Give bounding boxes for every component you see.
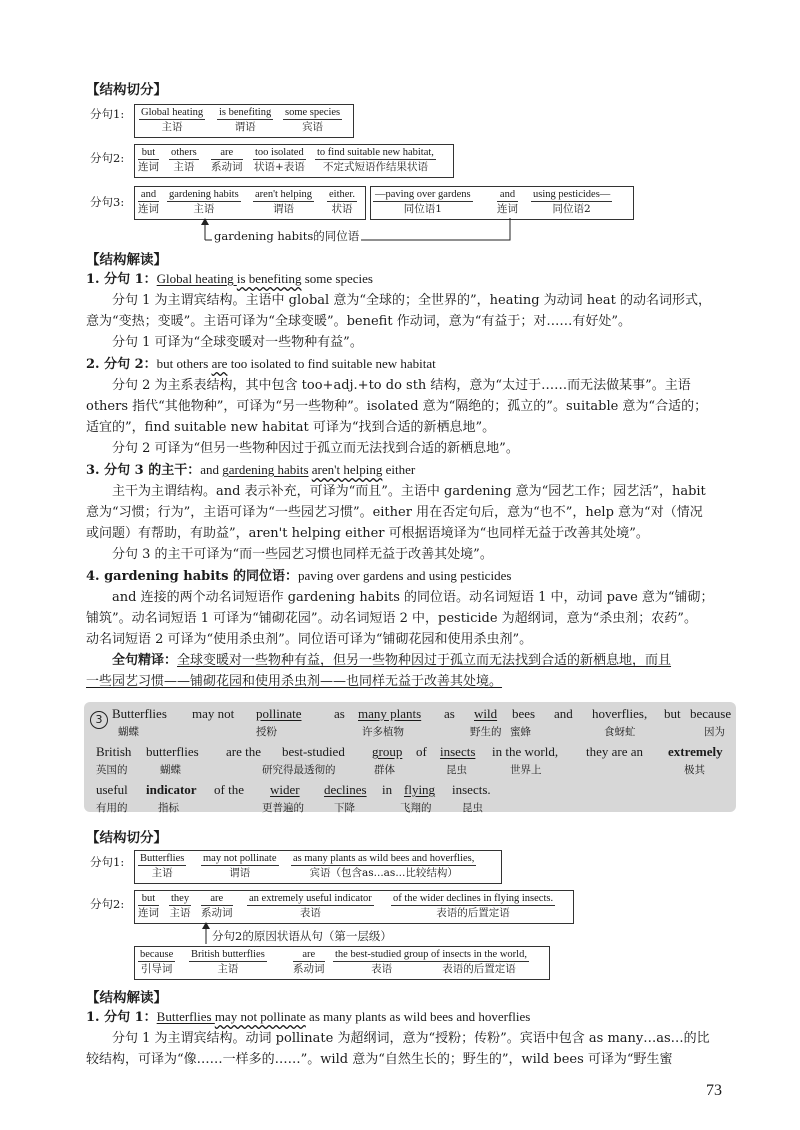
clause-1-label: 分句1: bbox=[90, 855, 125, 869]
word: insects. bbox=[452, 782, 491, 797]
gloss: 食蚜虻 bbox=[604, 726, 636, 738]
point-4-title: 4. gardening habits 的同位语：paving over gardens and using pesticides bbox=[86, 568, 512, 584]
word: of the bbox=[214, 782, 244, 797]
word: best-studied bbox=[282, 744, 345, 759]
word: because bbox=[690, 706, 732, 721]
word: in bbox=[382, 782, 393, 797]
word: hoverflies, bbox=[592, 706, 648, 721]
segment: as many plants as wild bees and hoverflies, 宾语（包含as...as...比较结构） bbox=[293, 853, 475, 879]
word: wild bbox=[474, 706, 498, 721]
clause-3-box bbox=[134, 186, 366, 220]
gloss: 因为 bbox=[704, 726, 725, 738]
point-2-title: 2. 分句 2：but others are too isolated to find suitable new habitat bbox=[86, 356, 436, 372]
gloss: 群体 bbox=[374, 764, 395, 776]
clause-2-label: 分句2: bbox=[90, 897, 125, 911]
word: extremely bbox=[668, 744, 723, 759]
word: they are an bbox=[586, 744, 644, 759]
segment: they 主语 bbox=[169, 893, 191, 919]
word: bees bbox=[512, 706, 536, 721]
gloss: 世界上 bbox=[510, 764, 542, 776]
gloss: 蜜蜂 bbox=[510, 726, 531, 738]
structure-analysis-heading-2: 【结构解读】 bbox=[86, 990, 167, 1006]
gloss: 野生的 bbox=[470, 726, 502, 738]
clause-1-box bbox=[134, 104, 354, 138]
segment: gardening habits 主语 bbox=[169, 189, 239, 215]
segment: the best-studied group 表语 bbox=[335, 949, 429, 975]
clause-3-box bbox=[134, 946, 550, 980]
gloss: 许多植物 bbox=[362, 726, 404, 738]
segment: but 连词 bbox=[138, 147, 159, 173]
segment: too isolated 状语+表语 bbox=[253, 147, 305, 173]
segment: Global heating 主语 bbox=[141, 107, 204, 133]
gloss: 昆虫 bbox=[446, 764, 467, 776]
gloss: 指标 bbox=[158, 802, 179, 814]
appositive-box bbox=[370, 186, 634, 220]
word: insects bbox=[440, 744, 476, 759]
segment: are 系动词 bbox=[211, 147, 243, 173]
segment: aren't helping 谓语 bbox=[255, 189, 312, 215]
arrow-note: 分句2的原因状语从句（第一层级） bbox=[212, 929, 392, 943]
segment: because 引导词 bbox=[140, 949, 174, 975]
gloss: 飞翔的 bbox=[400, 802, 432, 814]
segment: may not pollinate 谓语 bbox=[203, 853, 277, 879]
point-3-title: 3. 分句 3 的主干：and gardening habits aren't helping either bbox=[86, 462, 416, 478]
segment: are 系动词 bbox=[293, 949, 325, 975]
segment: of the wider declines in flying insects. 表语的后置定语 bbox=[393, 893, 554, 919]
gloss: 更普遍的 bbox=[262, 802, 304, 814]
word: Butterflies bbox=[112, 706, 167, 721]
word: may not bbox=[192, 706, 235, 721]
word: many plants bbox=[358, 706, 422, 721]
sentence-number-badge: 3 bbox=[90, 708, 108, 729]
word: as bbox=[444, 706, 455, 721]
word: British bbox=[96, 744, 132, 759]
gloss: 英国的 bbox=[96, 764, 128, 776]
word: useful bbox=[96, 782, 128, 797]
segment: some species 宾语 bbox=[285, 107, 341, 133]
segment: to find suitable new habitat, 不定式短语作结果状语 bbox=[317, 147, 434, 173]
full-translation-cont: 一些园艺习惯——铺砌花园和使用杀虫剂——也同样无益于改善其处境。 bbox=[86, 674, 503, 689]
gloss: 授粉 bbox=[256, 726, 277, 738]
point-1-title: 1. 分句 1：Butterflies may not pollinate as many plants as wild bees and hoverflies bbox=[86, 1009, 531, 1025]
segment: of insects in the world, 表语的后置定语 bbox=[431, 949, 527, 975]
page-number: 73 bbox=[706, 1082, 722, 1099]
segment: and 连词 bbox=[138, 189, 159, 215]
gloss: 下降 bbox=[334, 802, 355, 814]
word: pollinate bbox=[256, 706, 302, 721]
word: in the world, bbox=[492, 744, 559, 759]
gloss: 研究得最透彻的 bbox=[262, 764, 336, 776]
structure-split-heading: 【结构切分】 bbox=[86, 82, 167, 98]
segment: others 主语 bbox=[171, 147, 197, 173]
word: are the bbox=[226, 744, 262, 759]
clause-3-label: 分句3: bbox=[90, 195, 125, 209]
gloss: 蝴蝶 bbox=[118, 726, 139, 738]
segment: using pesticides— 同位语2 bbox=[533, 189, 611, 215]
gloss: 昆虫 bbox=[462, 802, 483, 814]
gloss: 蝴蝶 bbox=[160, 764, 181, 776]
word: of bbox=[416, 744, 427, 759]
structure-split-heading-2: 【结构切分】 bbox=[86, 830, 167, 846]
word: indicator bbox=[146, 782, 197, 797]
segment: British butterflies 主语 bbox=[191, 949, 265, 975]
word: butterflies bbox=[146, 744, 199, 759]
segment: is benefiting 谓语 bbox=[219, 107, 272, 133]
analysis-body: 1. 分句 1：Global heating is benefiting some species 分句 1 为主谓宾结构。主语中 global 意为“全球的；全世界的”，heating 为动词 heat 的动名词形式， 意为“变热；变暖”。主语可译为“全球变暖”。benefit 作动词，意为“有益于；对……有好处”。 分句 1 可译为“全球变暖对一些物种有益”。 2. 分句 2：but others are too isolated to find suitable new habitat 分句 2 为主系表结构，其中包含 too+adj.+to do sth 结构，意为“太过于……而无法做某事”。主语 others 指代“其他物种”，可译为“另一些物种”。isolated 意为“隔绝的；孤立的”。suitable 意为“合适的； 适宜的”，find suitable new habitat 可译为“找到合适的新栖息地”。 分句 2 可译为“但另一些物种因过于孤立而无法找到合适的新栖息地”。 3. 分句 3 的主干：and gardening habits aren't helping either 主干为主谓结构。and 表示补充，可译为“而且”。主语中 gardening 意为“园艺工作；园艺活”，habit 意为“习惯；行为”，主语可译为“一些园艺习惯”。either 用在否定句后，意为“也不”，help 意为“对（情况 或问题）有帮助，有助益”，aren't helping either 可根据语境译为“也同样无益于改善其处境”。 分句 3 的主干可译为“而一些园艺习惯也同样无益于改善其处境”。 4. gardening habits 的同位语：paving over gardens and using pesticides and 连接的两个动名词短语作 gardening habits 的同位语。动名词短语 1 中，动词 pave 意为“铺砌； 铺筑”。动名词短语 1 可译为“铺砌花园”。动名词短语 2 中，pesticide 为超纲词，意为“杀虫剂；农药”。 动名词短语 2 可译为“使用杀虫剂”。同位语可译为“铺砌花园和使用杀虫剂”。 全句精译：全球变暖对一些物种有益，但另一些物种因过于孤立而无法找到合适的新栖息地，而且 一些园艺习惯——铺砌花园和使用杀虫剂——也同样无益于改善其处境。 bbox=[86, 268, 746, 692]
segment: either. 状语 bbox=[329, 189, 355, 215]
word: group bbox=[372, 744, 403, 759]
clause-1-label: 分句1: bbox=[90, 107, 125, 121]
segment: an extremely useful indicator 表语 bbox=[249, 893, 372, 919]
segment: —paving over gardens 同位语1 bbox=[375, 189, 471, 215]
segment: but 连词 bbox=[138, 893, 159, 919]
gloss: 有用的 bbox=[96, 802, 128, 814]
clause-1-box bbox=[134, 850, 502, 884]
structure-analysis-heading: 【结构解读】 bbox=[86, 252, 167, 268]
clause-2-label: 分句2: bbox=[90, 151, 125, 165]
point-1-title: 1. 分句 1：Global heating is benefiting some species bbox=[86, 271, 373, 287]
segment: are 系动词 bbox=[201, 893, 233, 919]
full-translation: 全句精译：全球变暖对一些物种有益，但另一些物种因过于孤立而无法找到合适的新栖息地，而且 bbox=[112, 653, 672, 668]
word: and bbox=[554, 706, 573, 721]
gloss: 极其 bbox=[684, 764, 705, 776]
analysis-body-2: 1. 分句 1：Butterflies may not pollinate as many plants as wild bees and hoverflies 分句 1 为主谓宾结构。动词 pollinate 为超纲词，意为“授粉；传粉”。宾语中包含 as many…as…的比 较结构，可译为“像……一样多的……”。wild 意为“自然生长的；野生的”，wild bees 可译为“野生蜜 bbox=[86, 1006, 746, 1070]
clause-2-box bbox=[134, 890, 574, 924]
word: declines bbox=[324, 782, 367, 797]
clause-2-box bbox=[134, 144, 454, 178]
word: as bbox=[334, 706, 345, 721]
word: wider bbox=[270, 782, 300, 797]
word: but bbox=[664, 706, 681, 721]
arrow-note: gardening habits的同位语 bbox=[214, 229, 360, 243]
segment: Butterflies 主语 bbox=[140, 853, 185, 879]
word: flying bbox=[404, 782, 436, 797]
segment: and 连词 bbox=[497, 189, 518, 215]
